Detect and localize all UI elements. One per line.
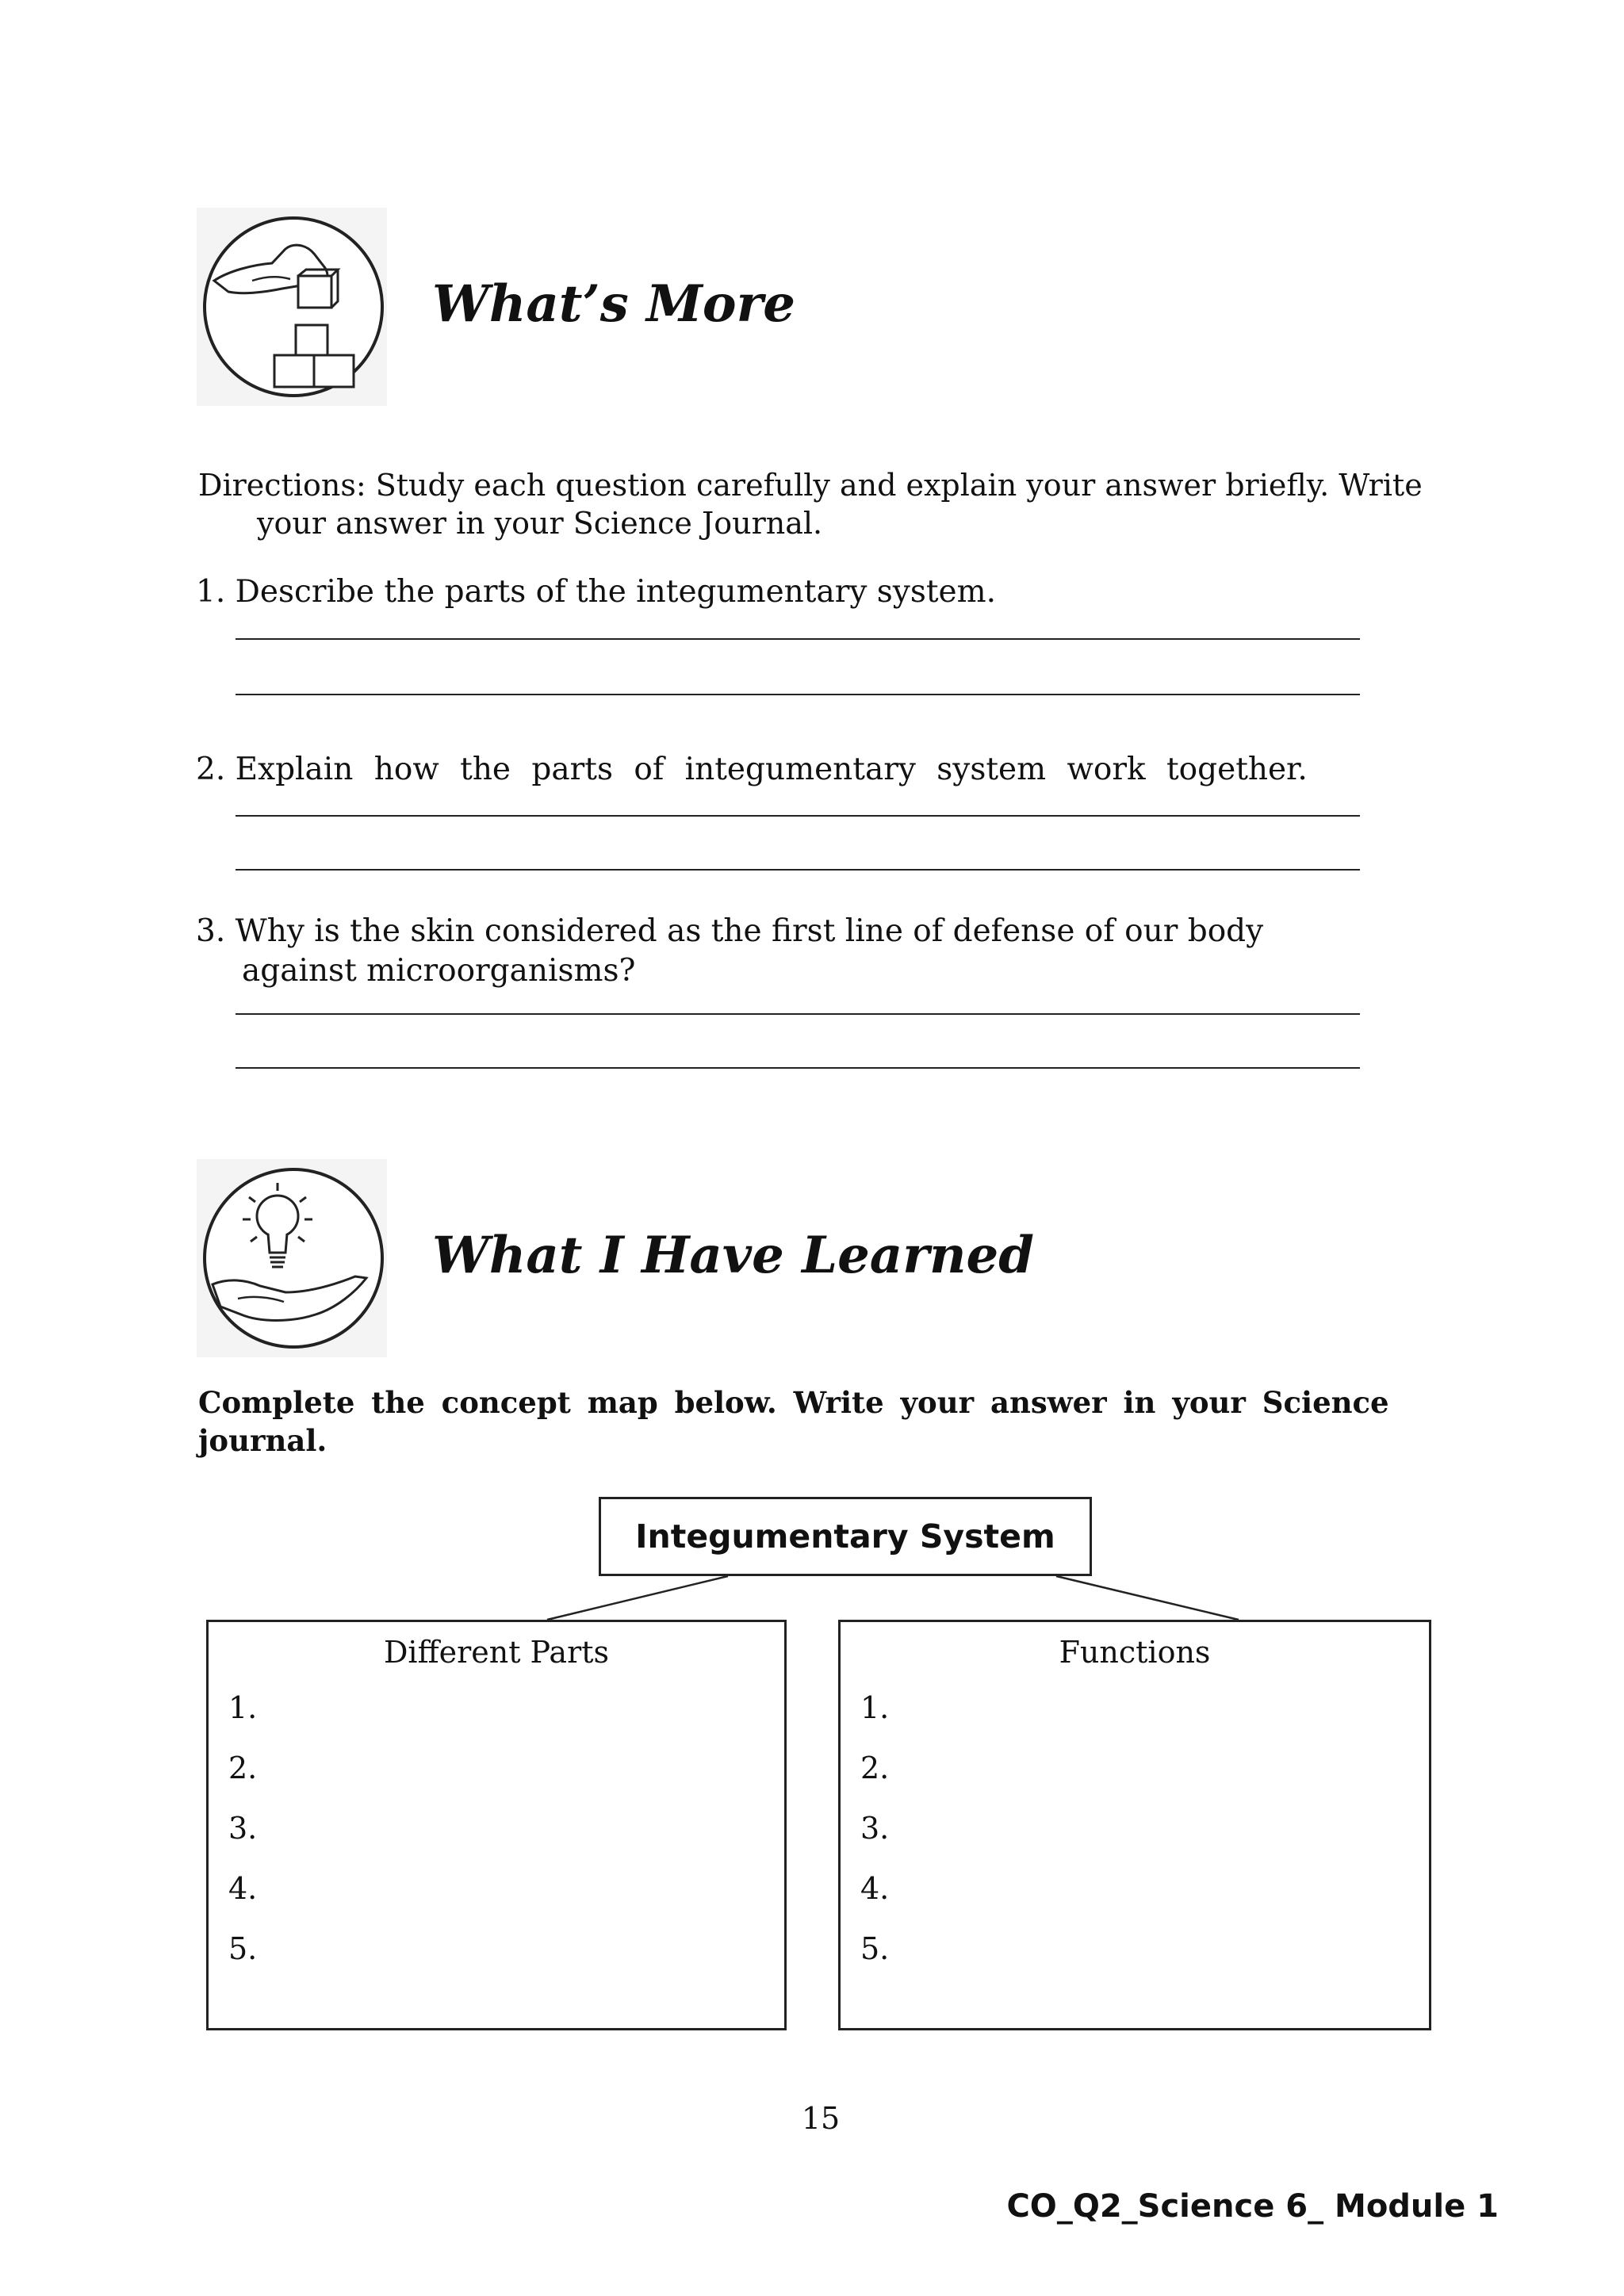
connector-right [1056,1576,1239,1620]
instruction-line-1: Complete the concept map below. Write your answer in your Science [198,1385,1389,1420]
functions-list [860,1692,889,1993]
section-title-whats-more: What’s More [432,274,795,334]
page-number: 15 [801,2101,841,2136]
list-item[interactable]: 5. [860,1931,890,1966]
module-code: CO_Q2_Science 6_ Module 1 [1006,2188,1499,2225]
question-number: 2. [196,752,226,787]
list-item[interactable]: 4. [228,1871,258,1906]
question-number: 3. [196,913,226,949]
list-item[interactable]: 3. [228,1811,258,1846]
instruction-line-2: journal. [198,1423,327,1458]
directions-line-2: your answer in your Science Journal. [257,506,823,541]
list-item[interactable]: 2. [228,1751,258,1785]
different-parts-title: Different Parts [383,1635,610,1670]
question-text: Why is the skin considered as the first line of defense of our body [235,913,1264,949]
list-item[interactable]: 1. [860,1690,890,1725]
directions-line-1: Directions: Study each question carefully and explain your answer briefly. Write [198,468,1423,503]
question-text: Describe the parts of the integumentary system. [235,574,996,610]
list-item[interactable]: 4. [860,1871,890,1906]
list-item[interactable]: 1. [228,1690,258,1725]
list-item[interactable]: 3. [860,1811,890,1846]
different-parts-box [206,1620,787,2030]
question-number: 1. [196,574,226,610]
question-text-continued: against microorganisms? [242,953,636,989]
section-title-what-i-have-learned: What I Have Learned [432,1226,1034,1285]
connector-left [547,1576,728,1620]
question-text: Explain how the parts of integumentary system work together. [235,752,1308,787]
different-parts-list [228,1692,257,1993]
functions-title: Functions [1059,1635,1211,1670]
concept-map-center-label: Integumentary System [635,1517,1055,1556]
list-item[interactable]: 2. [860,1751,890,1785]
list-item[interactable]: 5. [228,1931,258,1966]
functions-box [838,1620,1431,2030]
